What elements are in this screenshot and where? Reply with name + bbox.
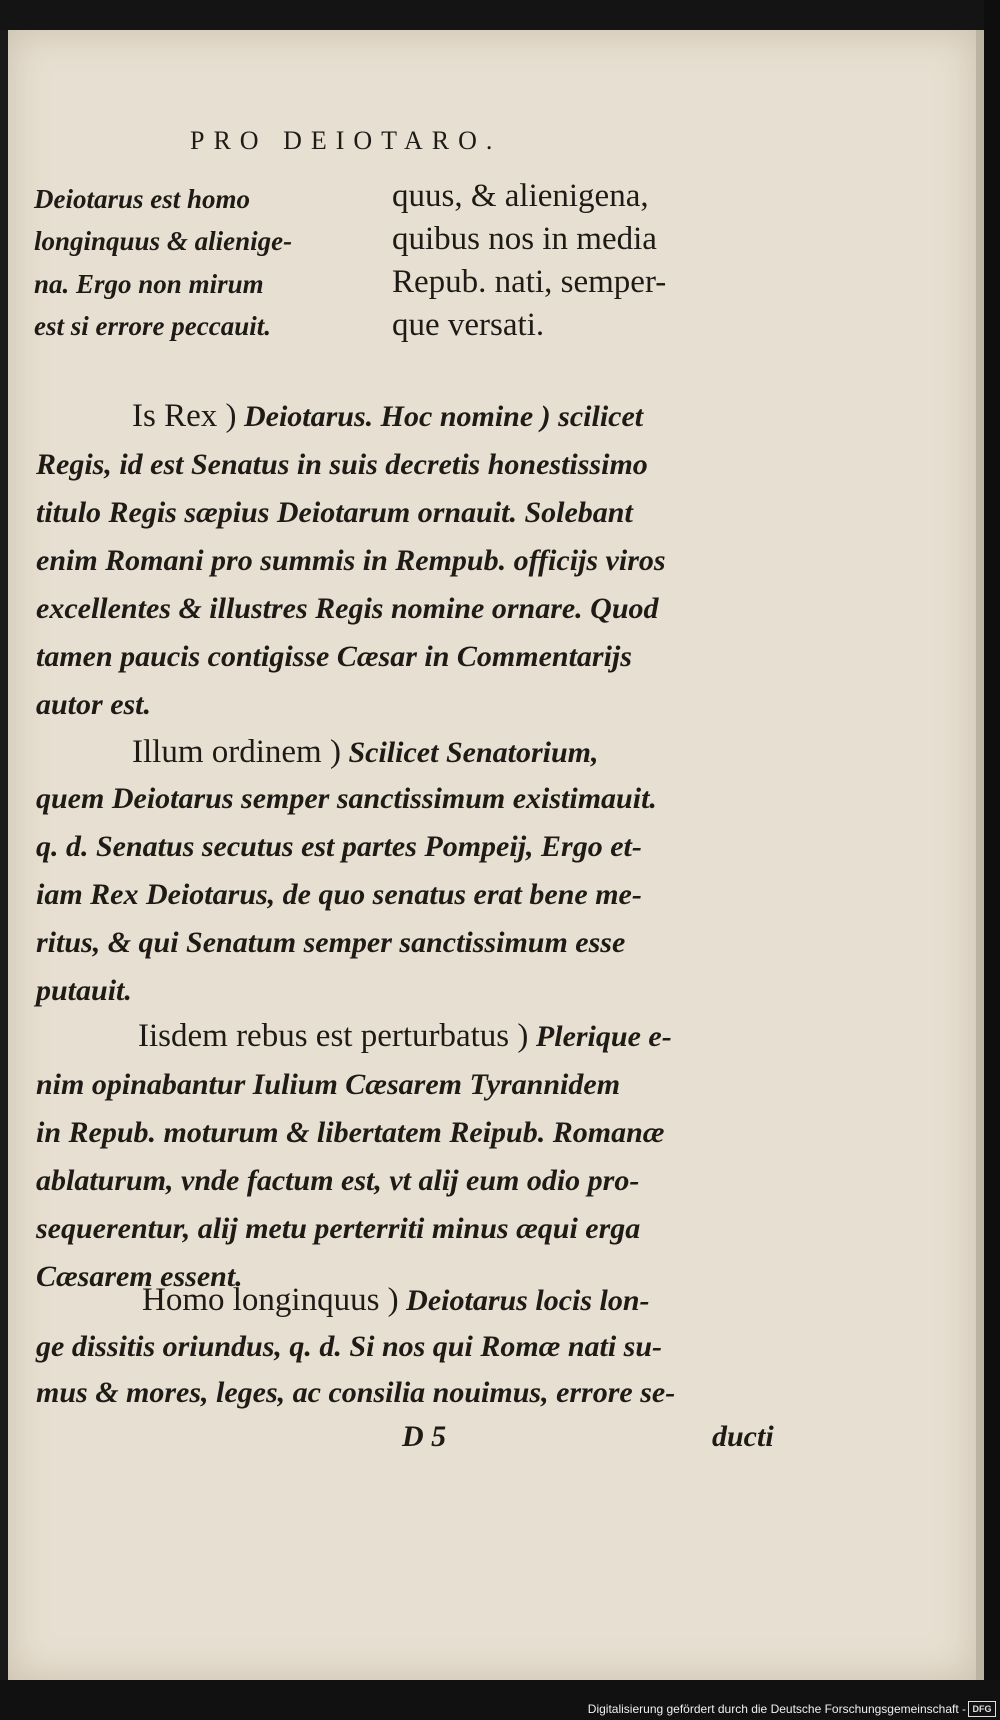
commentary-line: enim Romani pro summis in Rempub. officijs viros — [36, 544, 666, 577]
margin-note-line: na. Ergo non mirum — [34, 269, 264, 299]
commentary-line: ablaturum, vnde factum est, vt alij eum odio pro- — [36, 1164, 640, 1197]
scan-border-right — [984, 0, 1000, 1720]
dfg-logo-icon: DFG — [968, 1701, 996, 1717]
catchword: ducti — [712, 1420, 774, 1453]
commentary-lemma — [142, 1282, 650, 1319]
gloss-text: Plerique e- — [535, 1020, 672, 1053]
commentary-line: mus & mores, leges, ac consilia nouimus, errore se- — [36, 1376, 676, 1409]
commentary-line: sequerentur, alij metu perterriti minus æqui erga — [36, 1212, 641, 1245]
commentary-lemma — [138, 1018, 672, 1055]
scan-border-top — [0, 0, 1000, 30]
commentary-line: ritus, & qui Senatum semper sanctissimum esse — [36, 926, 626, 959]
commentary-line: tamen paucis contigisse Cæsar in Commentarijs — [36, 640, 632, 673]
commentary-line: putauit. — [36, 974, 132, 1007]
margin-note-line: est si errore peccauit. — [34, 311, 271, 341]
gloss-text: Deiotarus. — [243, 400, 374, 433]
margin-note-line: longinquus & alienige- — [34, 226, 293, 256]
signature-mark: D 5 — [402, 1420, 447, 1453]
commentary-line: in Repub. moturum & libertatem Reipub. Romanæ — [36, 1116, 665, 1149]
commentary-line: quem Deiotarus semper sanctissimum existimauit. — [36, 782, 657, 815]
main-text-line: quus, & alienigena, — [392, 178, 649, 214]
commentary-lemma — [132, 734, 599, 771]
commentary-line: autor est. — [36, 688, 152, 721]
main-text-line: Repub. nati, semper- — [392, 264, 667, 300]
gloss-text: scilicet — [558, 400, 644, 433]
digitization-credit: Digitalisierung gefördert durch die Deutsche Forschungsgemeinschaft - — [587, 1702, 966, 1716]
commentary-line: Cæsarem essent. — [36, 1260, 243, 1293]
margin-note-line: Deiotarus est homo — [34, 184, 251, 214]
lemma-illum-ordinem: Illum ordinem ) — [132, 734, 341, 770]
commentary-line: q. d. Senatus secutus est partes Pompeij, Ergo et- — [36, 830, 642, 863]
lemma-iisdem-rebus: Iisdem rebus est perturbatus ) — [138, 1018, 529, 1054]
main-text-line: quibus nos in media — [392, 221, 657, 257]
commentary-line: nim opinabantur Iulium Cæsarem Tyrannidem — [36, 1068, 621, 1101]
commentary-lemma — [132, 398, 643, 435]
lemma-homo-longinquus: Homo longinquus ) — [142, 1282, 399, 1318]
gloss-text: Scilicet Senatorium, — [348, 736, 599, 769]
running-header: PRO DEIOTARO. — [190, 126, 502, 155]
commentary-line: titulo Regis sæpius Deiotarum ornauit. Solebant — [36, 496, 633, 529]
lemma-hoc-nomine: Hoc nomine ) — [380, 400, 551, 433]
commentary-line: Regis, id est Senatus in suis decretis honestissimo — [36, 448, 648, 481]
commentary-line: ge dissitis oriundus, q. d. Si nos qui Romæ nati su- — [36, 1330, 663, 1363]
commentary-line: excellentes & illustres Regis nomine ornare. Quod — [36, 592, 659, 625]
commentary-line: iam Rex Deiotarus, de quo senatus erat bene me- — [36, 878, 642, 911]
main-text-line: que versati. — [392, 307, 545, 343]
page-edge — [976, 30, 984, 1680]
gloss-text: Deiotarus locis lon- — [406, 1284, 650, 1317]
lemma-is-rex: Is Rex ) — [132, 398, 237, 434]
